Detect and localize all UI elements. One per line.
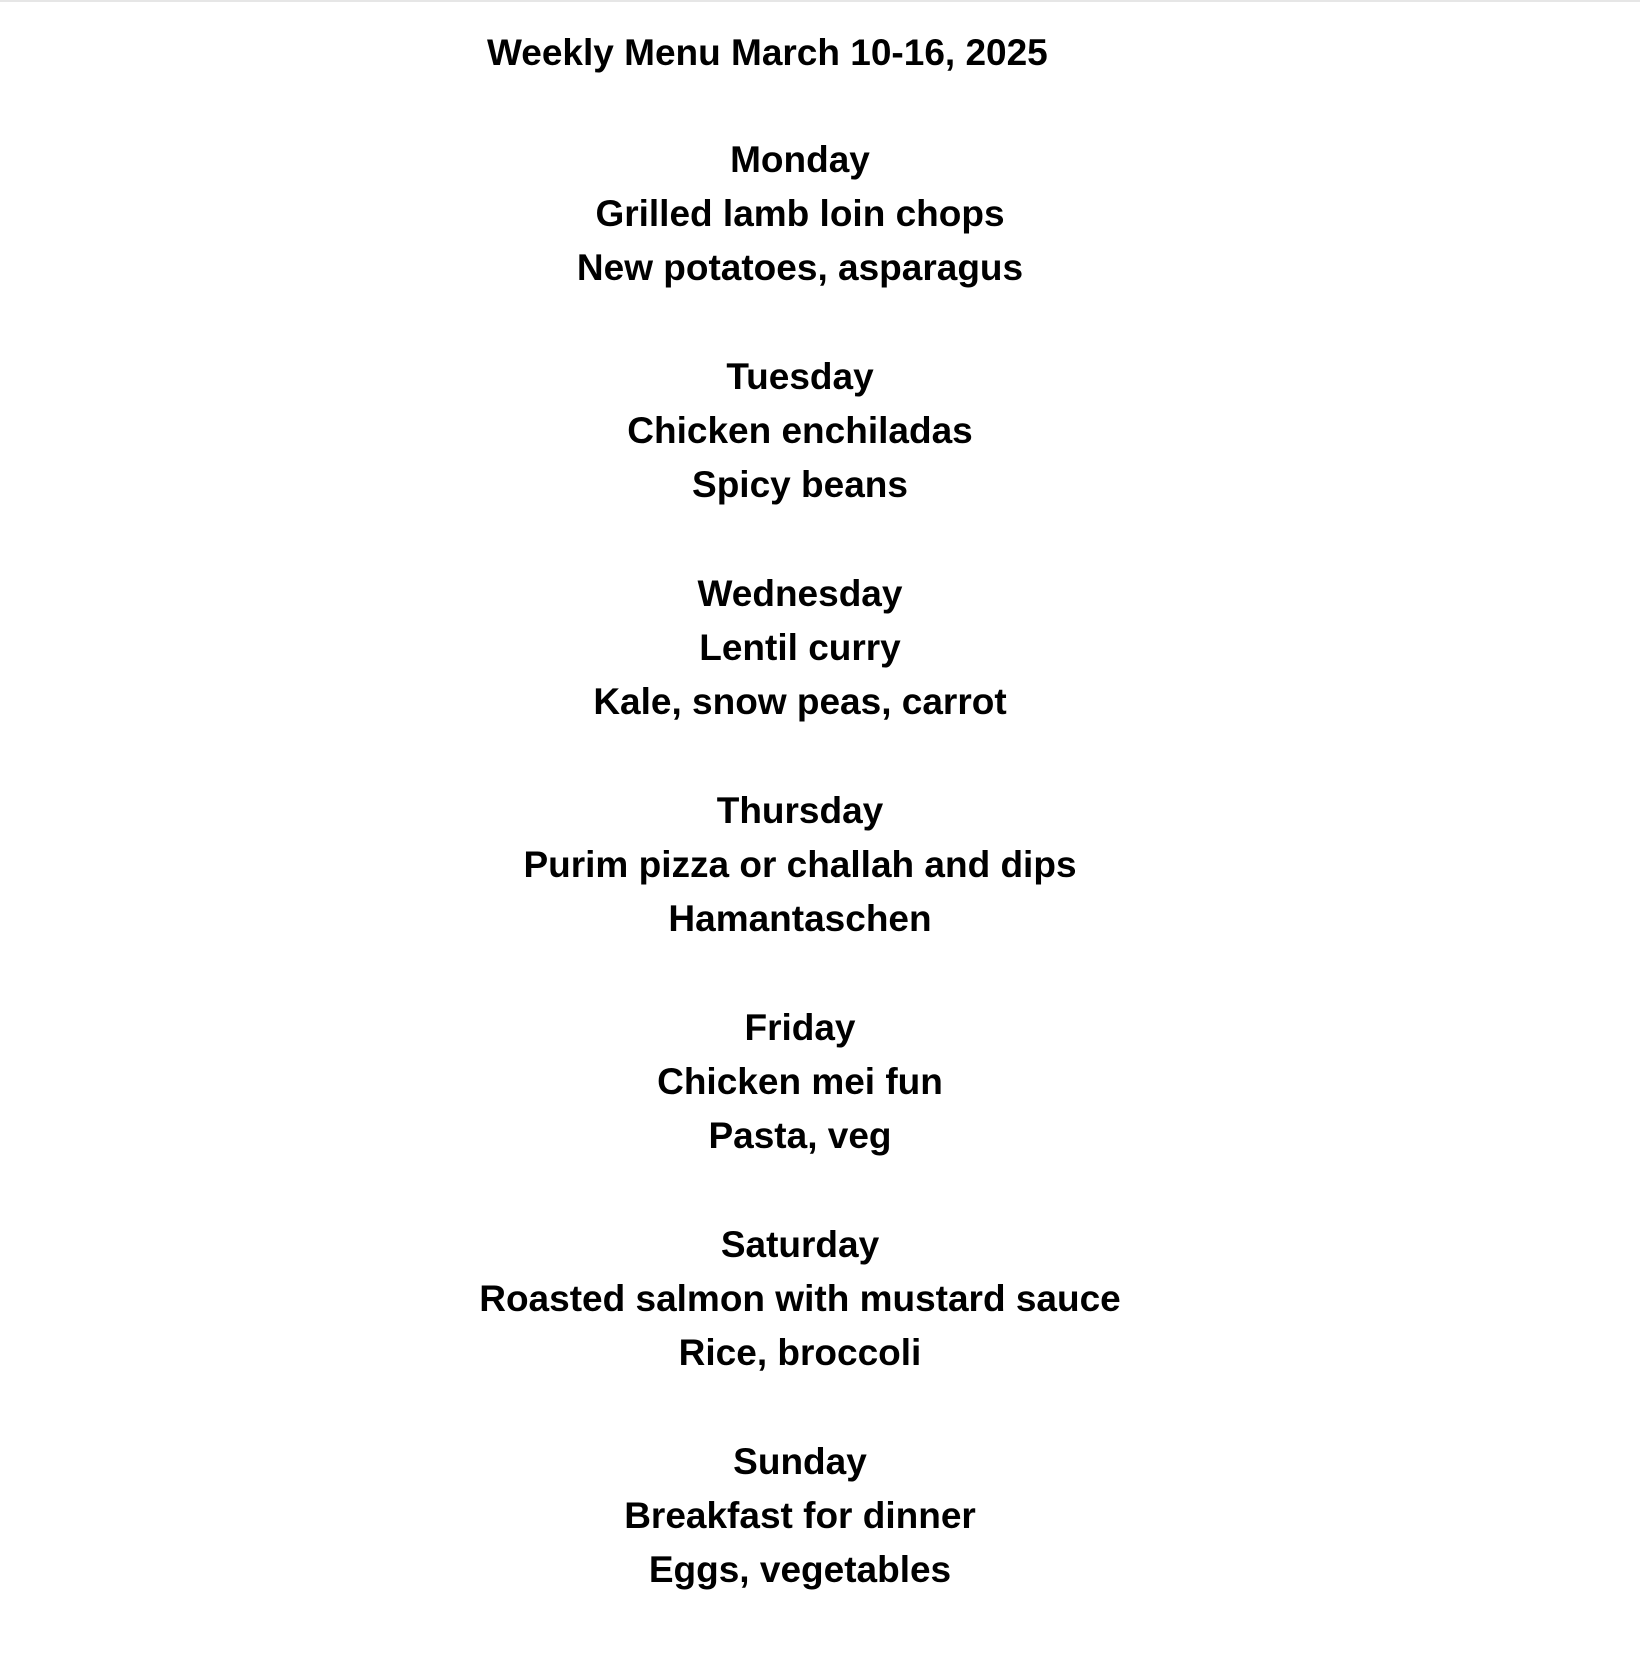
main-dish: Chicken mei fun xyxy=(657,1061,943,1102)
day-saturday xyxy=(0,1223,1640,1440)
day-thursday xyxy=(0,789,1640,1006)
side-dish: Eggs, vegetables xyxy=(648,1549,952,1590)
side-dish: Spicy beans xyxy=(692,464,908,505)
side-dish: Hamantaschen xyxy=(668,898,932,939)
day-name: Saturday xyxy=(720,1224,880,1265)
main-dish: Roasted salmon with mustard sauce xyxy=(479,1278,1121,1319)
side-dish: Kale, snow peas, carrot xyxy=(593,681,1007,722)
main-dish: Grilled lamb loin chops xyxy=(595,193,1005,234)
day-name: Wednesday xyxy=(697,573,903,614)
main-dish: Purim pizza or challah and dips xyxy=(523,844,1077,885)
day-list xyxy=(0,138,1640,1657)
side-dish: New potatoes, asparagus xyxy=(576,247,1024,288)
day-monday xyxy=(0,138,1640,355)
main-dish: Lentil curry xyxy=(699,627,901,668)
side-dish: Rice, broccoli xyxy=(678,1332,922,1373)
day-tuesday xyxy=(0,355,1640,572)
side-dish: Pasta, veg xyxy=(708,1115,892,1156)
day-name: Tuesday xyxy=(726,356,874,397)
day-sunday xyxy=(0,1440,1640,1657)
day-friday xyxy=(0,1006,1640,1223)
main-dish: Chicken enchiladas xyxy=(627,410,973,451)
main-dish: Breakfast for dinner xyxy=(624,1495,976,1536)
page-title: Weekly Menu March 10-16, 2025 xyxy=(487,32,1048,73)
day-name: Monday xyxy=(730,139,870,180)
day-name: Friday xyxy=(744,1007,856,1048)
day-name: Sunday xyxy=(733,1441,867,1482)
day-wednesday xyxy=(0,572,1640,789)
day-name: Thursday xyxy=(716,790,884,831)
